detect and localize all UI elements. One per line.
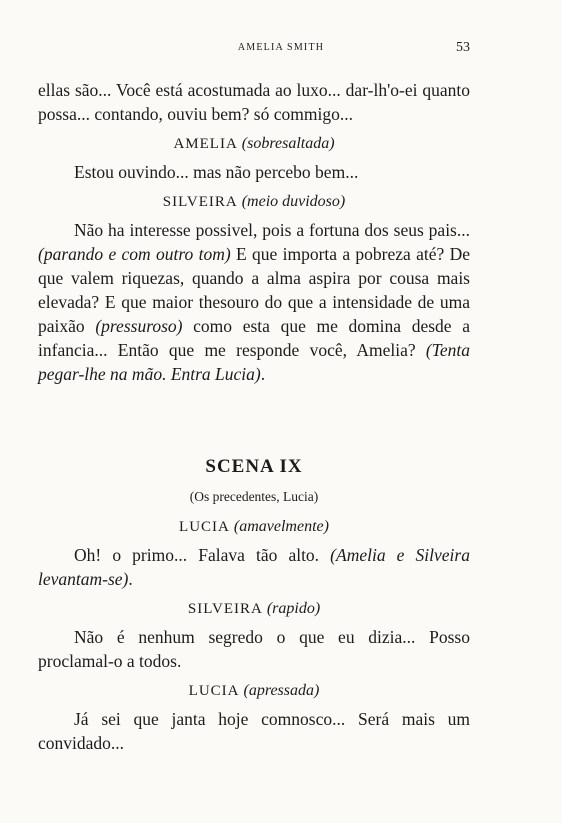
speaker-name: AMELIA xyxy=(173,136,238,152)
scene-block xyxy=(38,455,470,755)
paragraph-lucia: Já sei que janta hoje comnosco... Será mais um convidado... xyxy=(38,709,470,753)
running-title: AMELIA SMITH xyxy=(237,42,325,53)
stage-direction: (amavelmente) xyxy=(233,518,329,535)
paragraph-lucia xyxy=(38,543,470,591)
page-number: 53 xyxy=(456,40,470,55)
speaker-name: LUCIA xyxy=(179,519,230,535)
speaker-name: SILVEIRA xyxy=(162,194,238,210)
speaker-line-amelia xyxy=(38,132,470,156)
scene-title: SCENA IX xyxy=(205,456,303,477)
stage-direction-inline: (pressuroso) xyxy=(95,316,183,336)
stage-direction-inline: (Amelia e Silveira levantam-se) xyxy=(38,545,470,589)
scene-subtitle: (Os precedentes, Lucia) xyxy=(189,489,319,504)
speaker-name: LUCIA xyxy=(188,683,240,699)
paragraph-continuation: ellas são... Você está acostumada ao luxo... dar-lh'o-ei quanto possa... contando, ouviu bem? só commigo... xyxy=(38,80,470,124)
page-header xyxy=(0,42,562,62)
text-run: como esta que me domina desde a infancia... Então que me responde você, Amelia? xyxy=(38,316,470,360)
stage-direction: (apressada) xyxy=(243,682,320,699)
speaker-line-lucia xyxy=(38,515,470,539)
stage-direction-inline: (Tenta pegar-lhe na mão. Entra Lucia) xyxy=(38,340,470,384)
text-run: . xyxy=(260,364,266,384)
speaker-name: SILVEIRA xyxy=(187,601,263,617)
stage-direction: (sobresaltada) xyxy=(241,135,335,152)
dialogue-block-top xyxy=(38,78,470,386)
paragraph-silveira xyxy=(38,218,470,386)
text-run: . xyxy=(128,569,133,589)
text-run: Não ha interesse possivel, pois a fortuna dos seus pais... xyxy=(74,220,470,240)
speaker-line-silveira xyxy=(38,190,470,214)
text-run: E que importa a pobreza até? De que valem riquezas, quando a alma aspira por cousa mais elevada? E que maior thesouro do que a intensidade de uma paixão xyxy=(38,244,470,336)
paragraph-silveira: Não é nenhum segredo o que eu dizia... Posso proclamal-o a todos. xyxy=(38,627,470,671)
stage-direction: (rapido) xyxy=(266,600,321,617)
stage-direction-inline: (parando e com outro tom) xyxy=(38,244,231,264)
paragraph-amelia: Estou ouvindo... mas não percebo bem... xyxy=(74,162,359,182)
text-run: Oh! o primo... Falava tão alto. xyxy=(74,545,331,565)
speaker-line-silveira xyxy=(38,597,470,621)
stage-direction: (meio duvidoso) xyxy=(241,193,346,210)
speaker-line-lucia xyxy=(38,679,470,703)
